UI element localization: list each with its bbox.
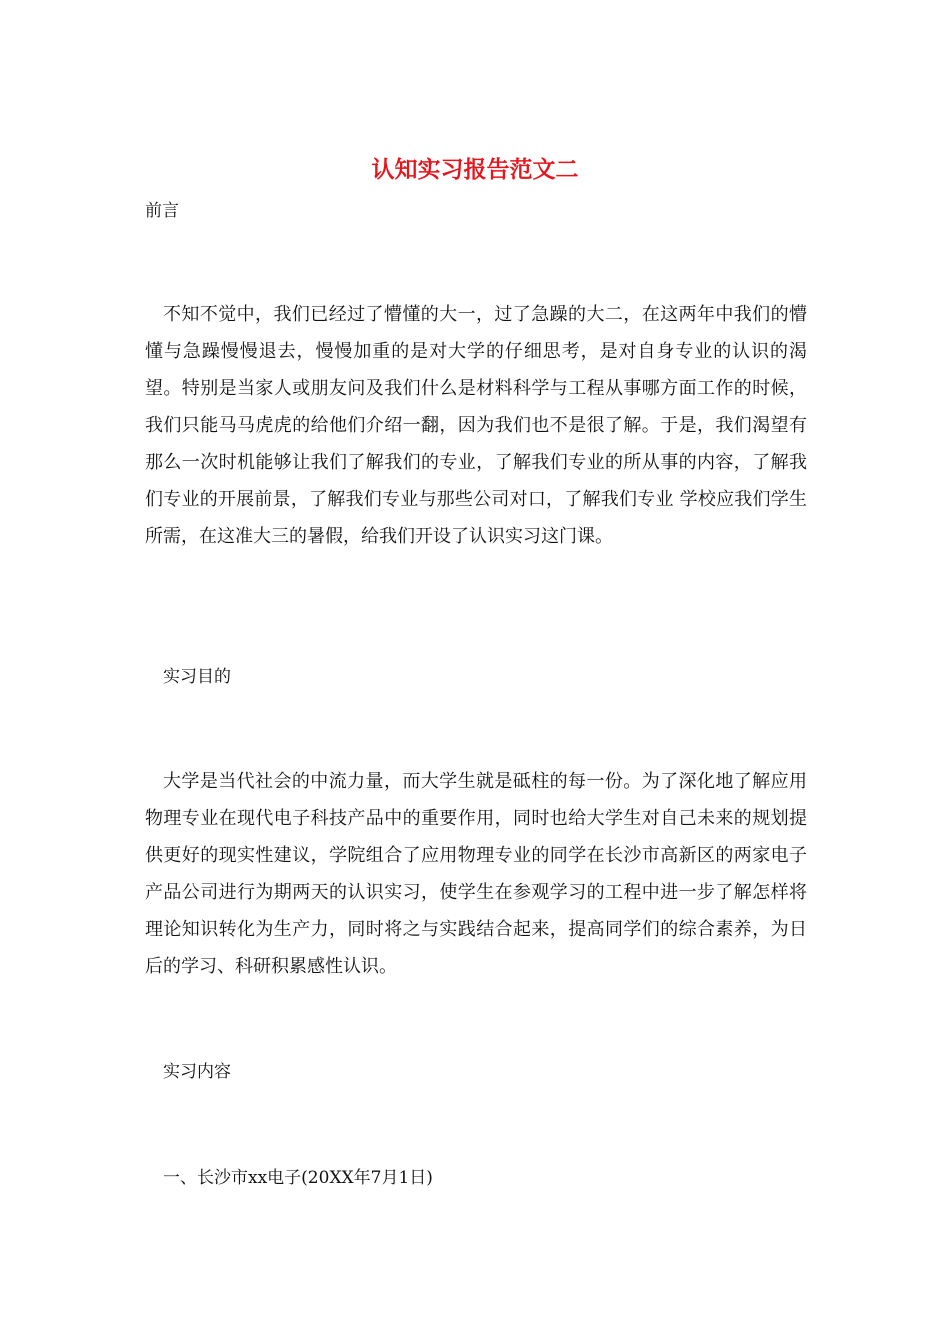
heading-purpose: 实习目的 [163, 667, 231, 687]
paragraph-intro: 不知不觉中，我们已经过了懵懂的大一，过了急躁的大二，在这两年中我们的懵懂与急躁慢慢退去，慢慢加重的是对大学的仔细思考，是对自身专业的认识的渴望。特别是当家人或朋友问及我们什么是材料科学与工程从事哪方面工作的时候，我们只能马马虎虎的给他们介绍一翻，因为我们也不是很了解。于是，我们渴望有那么一次时机能够让我们了解我们的专业，了解我们专业的所从事的内容，了解我们专业的开展前景，了解我们专业与那些公司对口，了解我们专业 学校应我们学生所需，在这准大三的暑假，给我们开设了认识实习这门课。 [145, 304, 807, 547]
preface-label: 前言 [145, 201, 179, 221]
paragraph-purpose: 大学是当代社会的中流力量，而大学生就是砥柱的每一份。为了深化地了解应用物理专业在现代电子科技产品中的重要作用，同时也给大学生对自己未来的规划提供更好的现实性建议，学院组合了应用物理专业的同学在长沙市高新区的两家电子产品公司进行为期两天的认识实习，使学生在参观学习的工程中进一步了解怎样将理论知识转化为生产力，同时将之与实践结合起来，提高同学们的综合素养，为日后的学习、科研积累感性认识。 [145, 771, 807, 977]
content-item-1: 一、长沙市xx电子(20XX年7月1日) [163, 1168, 433, 1188]
heading-content: 实习内容 [163, 1062, 231, 1082]
document-title: 认知实习报告范文二 [371, 156, 579, 183]
